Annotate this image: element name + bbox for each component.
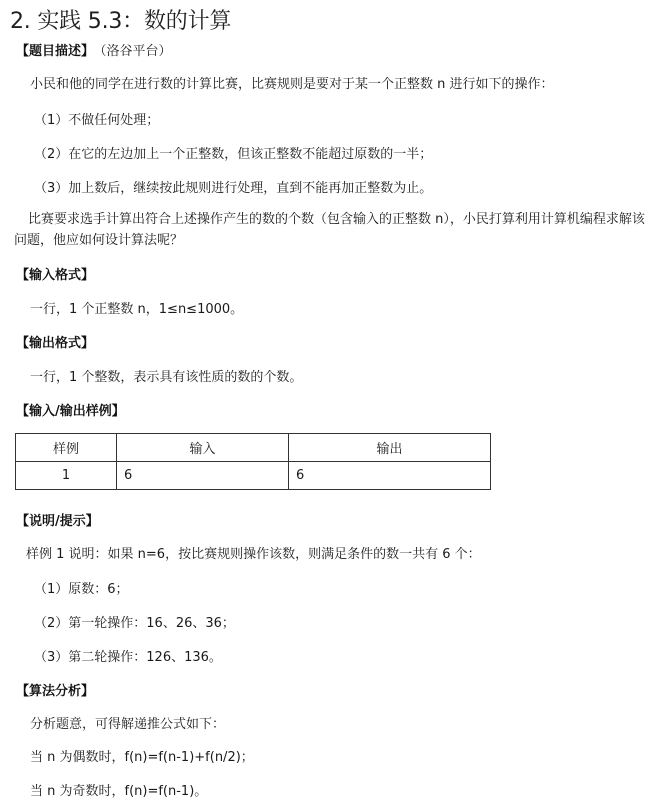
sample-id-cell: 1 bbox=[16, 462, 117, 490]
hint-item: （1）原数：6； bbox=[34, 582, 129, 597]
hint-item: （3）第二轮操作：126、136。 bbox=[34, 650, 222, 665]
rule-item: （1）不做任何处理； bbox=[34, 113, 160, 128]
samples-heading: 【输入/输出样例】 bbox=[16, 404, 125, 419]
table-row bbox=[16, 462, 491, 490]
rule-item: （3）加上数后，继续按此规则进行处理，直到不能再加正整数为止。 bbox=[34, 181, 433, 196]
sample-table bbox=[15, 433, 491, 490]
output-format-text: 一行，1 个整数，表示具有该性质的数的个数。 bbox=[30, 370, 303, 385]
formula-even: 当 n 为偶数时，f(n)=f(n-1)+f(n/2)； bbox=[30, 750, 254, 765]
output-format-heading: 【输出格式】 bbox=[16, 336, 95, 351]
sample-output-cell: 6 bbox=[289, 462, 491, 490]
table-header-row bbox=[16, 434, 491, 462]
column-header-sample: 样例 bbox=[16, 434, 117, 462]
analysis-intro: 分析题意，可得解递推公式如下： bbox=[30, 717, 226, 732]
description-intro: 小民和他的同学在进行数的计算比赛，比赛规则是要对于某一个正整数 n 进行如下的操作： bbox=[30, 77, 554, 92]
rule-item: （2）在它的左边加上一个正整数，但该正整数不能超过原数的一半； bbox=[34, 147, 433, 162]
analysis-heading: 【算法分析】 bbox=[16, 684, 95, 699]
requirement-paragraph: 比赛要求选手计算出符合上述操作产生的数的个数（包含输入的正整数 n），小民打算利用计算机编程求解该问题，他应如何设计算法呢？ bbox=[14, 212, 645, 248]
input-format-text: 一行，1 个正整数 n，1≤n≤1000。 bbox=[30, 302, 244, 317]
source-label: （洛谷平台） bbox=[100, 44, 172, 59]
description-heading bbox=[16, 40, 172, 59]
input-format-heading: 【输入格式】 bbox=[16, 268, 95, 283]
page-title: 2. 实践 5.3：数的计算 bbox=[10, 9, 232, 34]
formula-odd: 当 n 为奇数时，f(n)=f(n-1)。 bbox=[30, 784, 208, 799]
column-header-input: 输入 bbox=[117, 434, 289, 462]
hints-intro: 样例 1 说明：如果 n=6，按比赛规则操作该数，则满足条件的数一共有 6 个： bbox=[26, 547, 481, 562]
description-heading-label: 【题目描述】 bbox=[16, 44, 95, 59]
hint-item: （2）第一轮操作：16、26、36； bbox=[34, 616, 235, 631]
sample-input-cell: 6 bbox=[117, 462, 289, 490]
hints-heading: 【说明/提示】 bbox=[16, 514, 99, 529]
column-header-output: 输出 bbox=[289, 434, 491, 462]
